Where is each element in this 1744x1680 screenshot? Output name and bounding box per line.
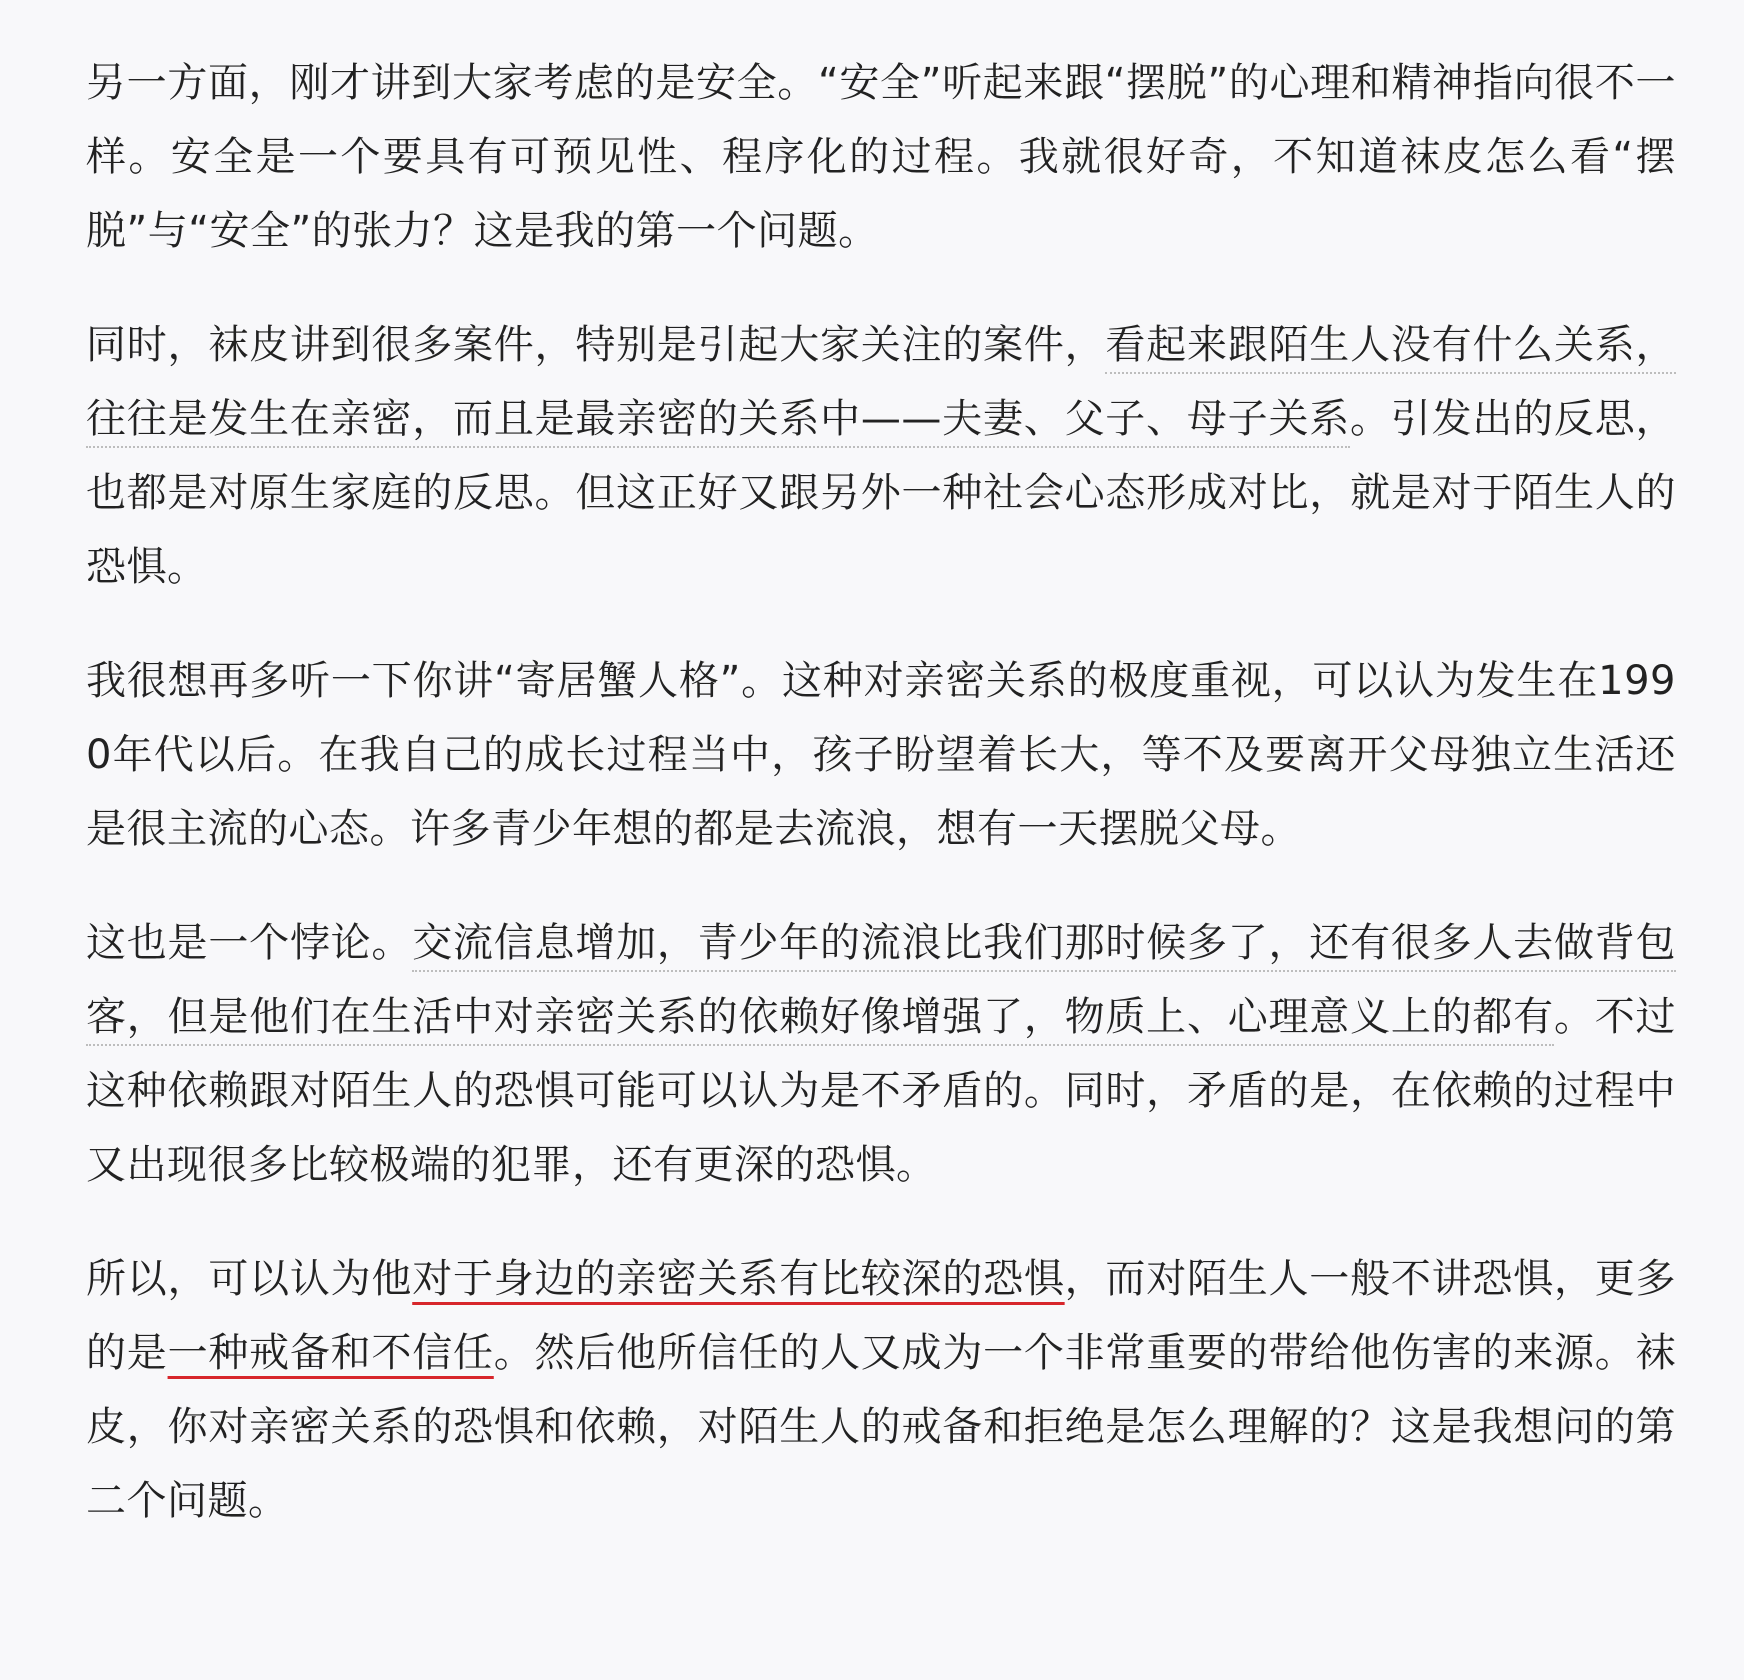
paragraph-1 (86, 46, 1676, 268)
paragraph-4-lead: 这也是一个悖论。 (86, 920, 413, 966)
paragraph-5-red-underline-2: 一种戒备和不信任 (167, 1330, 494, 1376)
paragraph-4-dotted-highlight[interactable]: 交流信息增加，青少年的流浪比我们那时候多了，还有很多人去做背包客，但是他们在生活中对亲密关系的依赖好像增强了，物质上、心理意义上的都有 (86, 920, 1676, 1046)
article-body (86, 46, 1676, 1578)
paragraph-4 (86, 906, 1676, 1202)
paragraph-2-tail: 。引发出的反思，也都是对原生家庭的反思。但这正好又跟另外一种社会心态形成对比，就是对于陌生人的恐惧。 (86, 396, 1677, 590)
paragraph-5-middle: ，而对陌生人一般不讲恐惧，更多的是 (86, 1256, 1677, 1376)
paragraph-3-text: 我很想再多听一下你讲“寄居蟹人格”。这种对亲密关系的极度重视，可以认为发生在1990年代以后。在我自己的成长过程当中，孩子盼望着长大，等不及要离开父母独立生活还是很主流的心态。许多青少年想的都是去流浪，想有一天摆脱父母。 (86, 658, 1676, 852)
paragraph-5 (86, 1242, 1676, 1538)
paragraph-5-lead: 所以，可以认为他 (86, 1256, 413, 1302)
paragraph-1-text: 另一方面，刚才讲到大家考虑的是安全。“安全”听起来跟“摆脱”的心理和精神指向很不一样。安全是一个要具有可预见性、程序化的过程。我就很好奇，不知道袜皮怎么看“摆脱”与“安全”的张力？这是我的第一个问题。 (86, 60, 1676, 254)
paragraph-2-lead: 同时，袜皮讲到很多案件，特别是引起大家关注的案件， (86, 322, 1106, 368)
paragraph-2-dotted-highlight[interactable]: 看起来跟陌生人没有什么关系，往往是发生在亲密，而且是最亲密的关系中——夫妻、父子、母子关系 (86, 322, 1676, 448)
paragraph-2 (86, 308, 1676, 604)
paragraph-4-tail: 。不过这种依赖跟对陌生人的恐惧可能可以认为是不矛盾的。同时，矛盾的是，在依赖的过程中又出现很多比较极端的犯罪，还有更深的恐惧。 (86, 994, 1677, 1188)
paragraph-5-tail: 。然后他所信任的人又成为一个非常重要的带给他伤害的来源。袜皮，你对亲密关系的恐惧和依赖，对陌生人的戒备和拒绝是怎么理解的？这是我想问的第二个问题。 (86, 1330, 1677, 1524)
paragraph-3 (86, 644, 1676, 866)
paragraph-5-red-underline-1: 对于身边的亲密关系有比较深的恐惧 (412, 1256, 1065, 1302)
